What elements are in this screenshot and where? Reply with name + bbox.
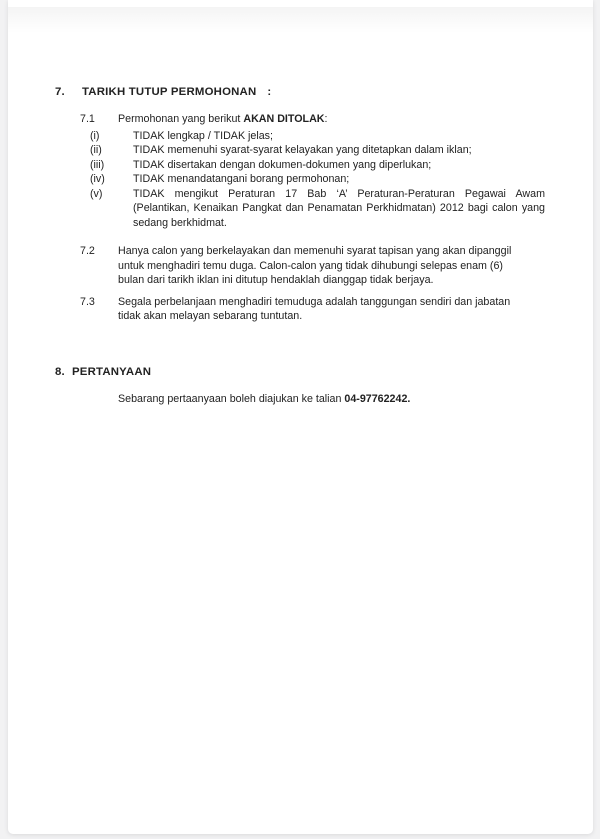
item-7-1-text-bold: AKAN DITOLAK [243, 113, 325, 125]
rejection-marker: (i) [90, 129, 100, 142]
rejection-marker: (ii) [90, 144, 102, 156]
rejection-item-iv [90, 172, 549, 187]
rejection-item-i [90, 129, 549, 144]
section-8 [55, 365, 549, 407]
item-7-1 [80, 112, 549, 127]
rejection-marker: (v) [90, 187, 103, 200]
section-7-title: TARIKH TUTUP PERMOHONAN [82, 86, 257, 98]
section-8-number: 8. [55, 365, 65, 378]
item-7-3-number: 7.3 [80, 295, 95, 308]
section-8-heading [55, 365, 549, 379]
section-7-number: 7. [55, 86, 65, 98]
rejection-marker: (iii) [90, 158, 105, 171]
rejection-marker: (iv) [90, 173, 105, 185]
item-7-1-text-before: Permohonan yang berikut [118, 113, 244, 125]
document-page [8, 0, 593, 834]
rejection-item-iii [90, 158, 549, 173]
item-7-3-text: Segala perbelanjaan menghadiri temuduga adalah tanggungan sendiri dan jabatan tidak akan melayan sebarang tuntutan. [118, 295, 511, 322]
inquiry-text: Sebarang pertaanyaan boleh diajukan ke talian [118, 392, 345, 405]
rejection-text: TIDAK disertakan dengan dokumen-dokumen yang diperlukan; [133, 158, 432, 171]
rejection-item-ii [90, 143, 549, 158]
section-7 [55, 85, 549, 324]
rejection-text: TIDAK menandatangani borang permohonan; [133, 173, 350, 185]
item-7-1-number: 7.1 [80, 113, 95, 125]
document-content [55, 85, 549, 406]
inquiry-line [118, 392, 549, 407]
item-7-2-text: Hanya calon yang berkelayakan dan memenuhi syarat tapisan yang akan dipanggil untuk menghadiri temu duga. Calon-calon yang tidak dihubungi selepas enam (6) bulan dari tarikh iklan ini ditutup hendaklah dianggap tidak berjaya. [118, 245, 512, 286]
rejection-text: TIDAK mengikut Peraturan 17 Bab ‘A’ Peraturan-Peraturan Pegawai Awam (Pelantikan, Kenaikan Pangkat dan Penamatan Perkhidmatan) 2012 bagi calon yang sedang berkhidmat. [133, 187, 545, 229]
rejection-list [55, 129, 549, 231]
rejection-text: TIDAK memenuhi syarat-syarat kelayakan yang ditetapkan dalam iklan; [133, 144, 472, 156]
item-7-1-text [118, 112, 532, 127]
item-7-2-number: 7.2 [80, 245, 95, 257]
item-7-1-text-after: : [324, 113, 328, 125]
rejection-text: TIDAK lengkap / TIDAK jelas; [133, 129, 273, 142]
section-7-colon: : [267, 86, 272, 98]
item-7-3 [80, 295, 549, 324]
item-7-2 [80, 244, 549, 288]
rejection-item-v [90, 187, 549, 231]
section-8-title: PERTANYAAN [72, 365, 152, 378]
phone-number: 04-97762242. [344, 392, 411, 405]
section-7-heading [55, 85, 549, 99]
